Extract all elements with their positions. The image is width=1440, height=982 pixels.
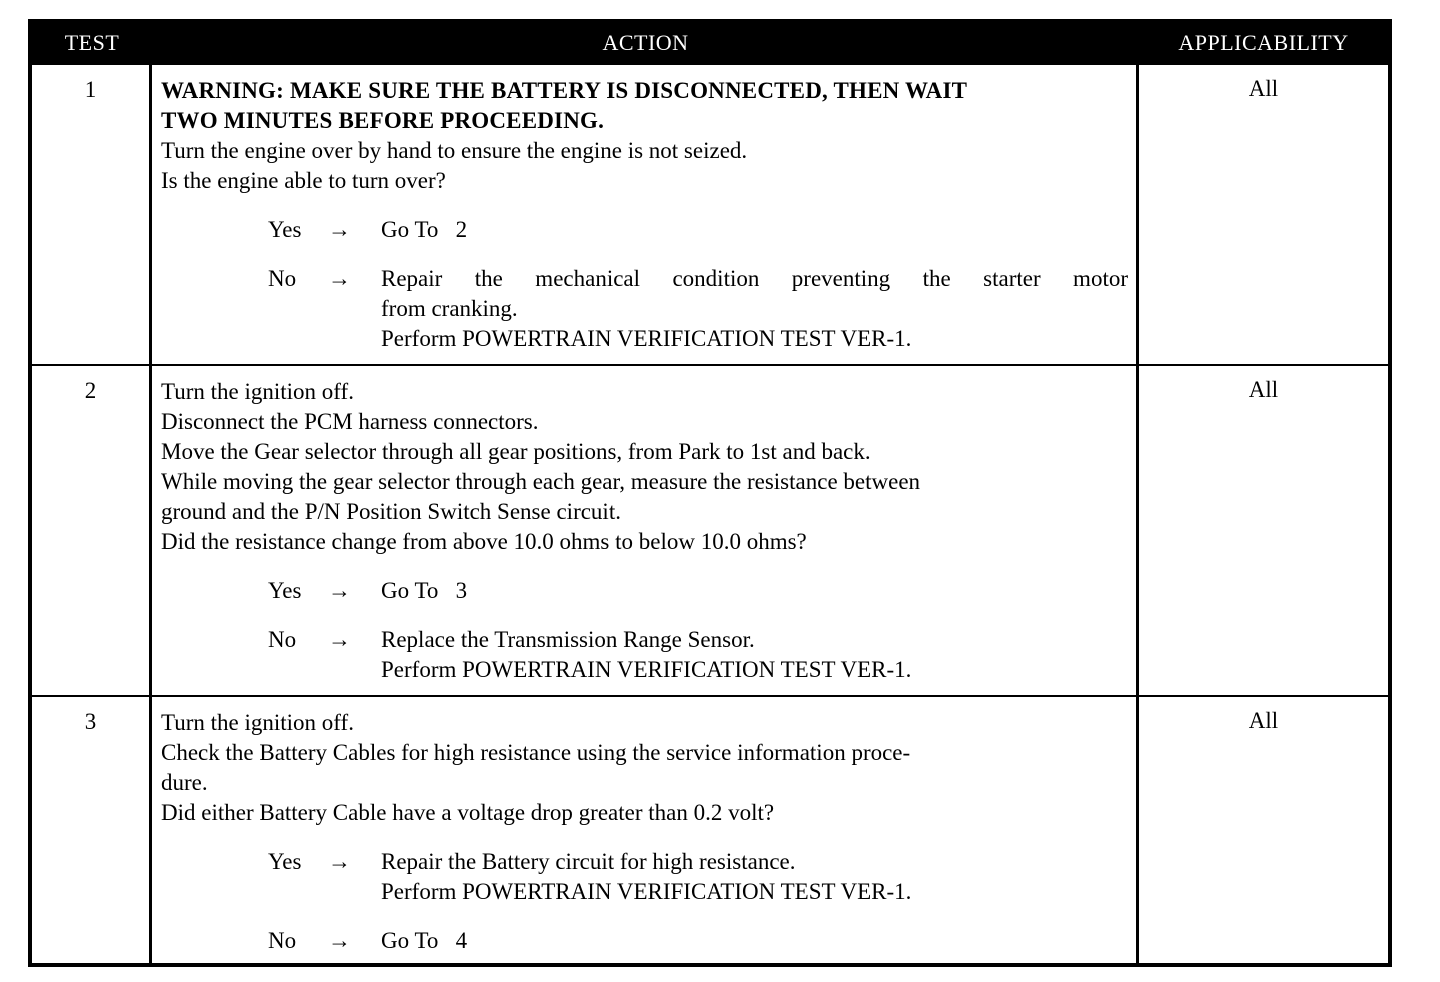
no-branch: [161, 625, 1128, 685]
no-branch: [161, 264, 1128, 354]
table-row: [32, 63, 1388, 364]
action-line: dure.: [161, 770, 208, 795]
action-line: ground and the P/N Position Switch Sense circuit.: [161, 499, 621, 524]
arrow-icon: →: [328, 928, 351, 953]
yes-result: Go To 2: [381, 217, 468, 242]
test-number: 1: [32, 65, 152, 364]
table-header: [32, 23, 1388, 63]
action-line: While moving the gear selector through each gear, measure the resistance between: [161, 469, 921, 494]
header-test: TEST: [64, 30, 120, 55]
applicability-value: All: [1248, 76, 1279, 101]
no-result: from cranking.: [381, 296, 518, 321]
action-line: Turn the ignition off.: [161, 379, 354, 404]
action-cell: [152, 366, 1139, 695]
action-line: Turn the engine over by hand to ensure the engine is not seized.: [161, 138, 748, 163]
applicability-value: All: [1248, 708, 1279, 733]
table-row: [32, 364, 1388, 695]
no-label: No: [268, 266, 297, 291]
applicability-value: All: [1248, 377, 1279, 402]
yes-branch: [161, 847, 1128, 907]
diagnostic-test-table: [28, 19, 1392, 967]
action-line: Check the Battery Cables for high resistance using the service information proce-: [161, 740, 911, 765]
no-branch: [161, 926, 1128, 956]
action-line: Turn the ignition off.: [161, 710, 354, 735]
yes-branch: [161, 576, 1128, 606]
test-number: 3: [32, 697, 152, 963]
table-row: [32, 695, 1388, 963]
yes-result: Repair the Battery circuit for high resistance.: [381, 849, 796, 874]
no-label: No: [268, 627, 297, 652]
arrow-icon: →: [328, 266, 351, 291]
arrow-icon: →: [328, 627, 351, 652]
action-cell: [152, 697, 1139, 963]
yes-result: Perform POWERTRAIN VERIFICATION TEST VER-1.: [381, 879, 912, 904]
header-action: ACTION: [602, 30, 689, 55]
warning-text: TWO MINUTES BEFORE PROCEEDING.: [161, 108, 605, 133]
action-line: Move the Gear selector through all gear positions, from Park to 1st and back.: [161, 439, 871, 464]
action-line: Did either Battery Cable have a voltage drop greater than 0.2 volt?: [161, 800, 775, 825]
no-result: Perform POWERTRAIN VERIFICATION TEST VER-1.: [381, 657, 912, 682]
no-result: Go To 4: [381, 928, 468, 953]
no-result: Perform POWERTRAIN VERIFICATION TEST VER-1.: [381, 326, 912, 351]
action-line: Disconnect the PCM harness connectors.: [161, 409, 539, 434]
arrow-icon: →: [328, 578, 351, 603]
no-result: Repair the mechanical condition preventing the starter motor: [381, 266, 1128, 291]
no-label: No: [268, 928, 297, 953]
warning-text: WARNING: MAKE SURE THE BATTERY IS DISCONNECTED, THEN WAIT: [161, 78, 968, 103]
arrow-icon: →: [328, 849, 351, 874]
test-number: 2: [32, 366, 152, 695]
yes-branch: [161, 215, 1128, 245]
action-cell: [152, 65, 1139, 364]
arrow-icon: →: [328, 217, 351, 242]
yes-label: Yes: [268, 217, 302, 242]
header-applicability: APPLICABILITY: [1178, 30, 1349, 55]
yes-label: Yes: [268, 578, 302, 603]
action-line: Is the engine able to turn over?: [161, 168, 446, 193]
yes-label: Yes: [268, 849, 302, 874]
no-result: Replace the Transmission Range Sensor.: [381, 627, 755, 652]
yes-result: Go To 3: [381, 578, 468, 603]
action-line: Did the resistance change from above 10.0 ohms to below 10.0 ohms?: [161, 529, 807, 554]
